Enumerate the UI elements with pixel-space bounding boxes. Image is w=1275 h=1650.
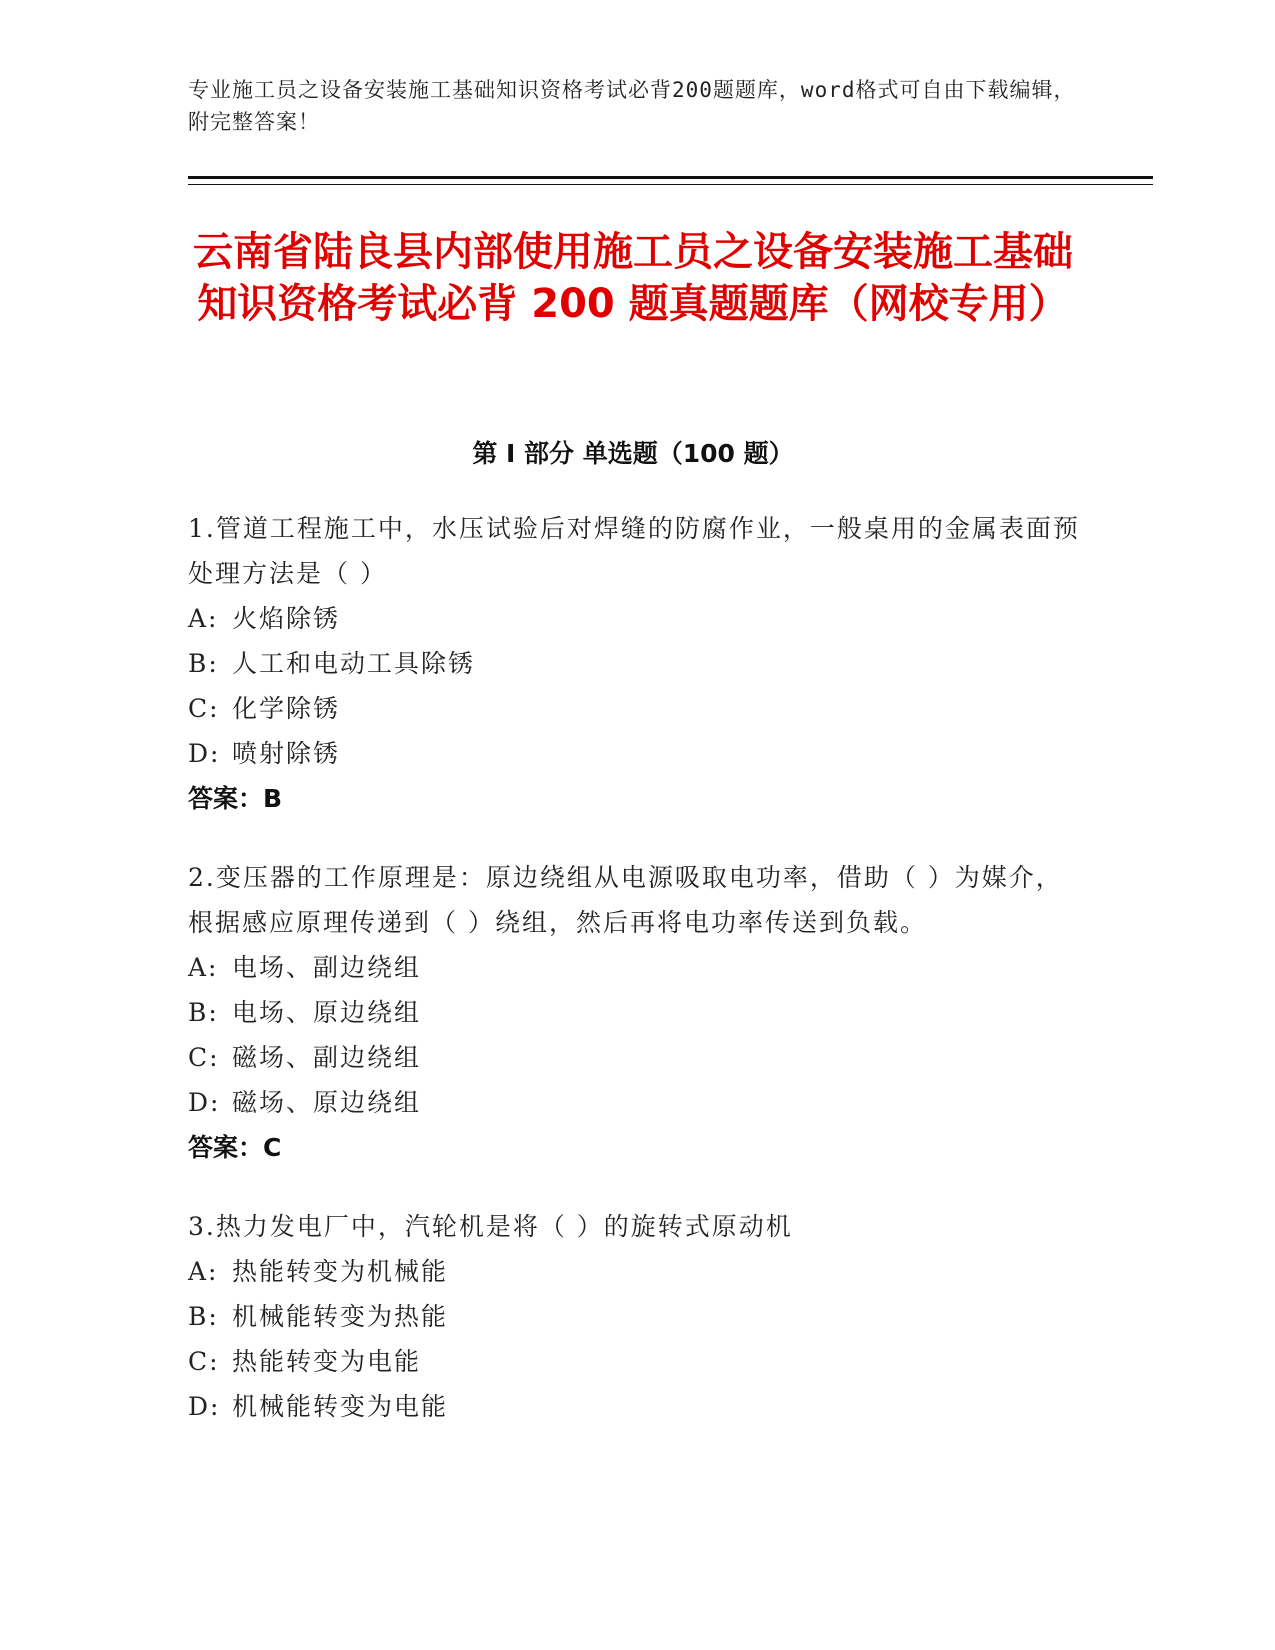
option-letter: C: xyxy=(188,1347,220,1376)
option-text: 电场、副边绕组 xyxy=(232,953,422,982)
question-block xyxy=(188,1204,1088,1429)
answer-line: 答案：C xyxy=(188,1133,282,1162)
option-b xyxy=(188,990,1088,1035)
section-heading: 第 I 部分 单选题（100 题） xyxy=(472,439,794,468)
option-letter: C: xyxy=(188,1043,220,1072)
option-text: 火焰除锈 xyxy=(232,604,341,633)
header-rule-thick xyxy=(188,176,1153,179)
option-d xyxy=(188,1384,1088,1429)
option-text: 人工和电动工具除锈 xyxy=(232,649,476,678)
option-c xyxy=(188,1339,1088,1384)
option-text: 机械能转变为热能 xyxy=(232,1302,449,1331)
option-text: 机械能转变为电能 xyxy=(232,1392,449,1421)
option-letter: B: xyxy=(188,998,219,1027)
option-letter: C: xyxy=(188,694,220,723)
question-block xyxy=(188,506,1088,821)
option-text: 磁场、原边绕组 xyxy=(232,1088,422,1117)
option-b xyxy=(188,1294,1088,1339)
question-stem: 1.管道工程施工中，水压试验后对焊缝的防腐作业，一般桌用的金属表面预处理方法是（ ） xyxy=(188,514,1080,588)
option-letter: A: xyxy=(188,604,219,633)
option-letter: D: xyxy=(188,739,221,768)
document-title: 云南省陆良县内部使用施工员之设备安装施工基础知识资格考试必背 200 题真题题库（网校专用） xyxy=(193,229,1073,327)
option-d xyxy=(188,731,1088,776)
option-letter: D: xyxy=(188,1392,221,1421)
option-text: 热能转变为机械能 xyxy=(232,1257,449,1286)
option-b xyxy=(188,641,1088,686)
option-c xyxy=(188,686,1088,731)
header-rule-thin xyxy=(188,184,1153,185)
question-stem: 2.变压器的工作原理是：原边绕组从电源吸取电功率，借助（ ）为媒介，根据感应原理传递到（ ）绕组，然后再将电功率传送到负载。 xyxy=(188,863,1063,937)
option-a xyxy=(188,945,1088,990)
option-text: 电场、原边绕组 xyxy=(232,998,422,1027)
option-a xyxy=(188,596,1088,641)
option-text: 喷射除锈 xyxy=(232,739,341,768)
option-letter: A: xyxy=(188,1257,219,1286)
option-text: 磁场、副边绕组 xyxy=(232,1043,422,1072)
option-c xyxy=(188,1035,1088,1080)
header-note: 专业施工员之设备安装施工基础知识资格考试必背200题题库，word格式可自由下载编辑，附完整答案！ xyxy=(188,78,1076,134)
option-d xyxy=(188,1080,1088,1125)
option-letter: A: xyxy=(188,953,219,982)
option-text: 热能转变为电能 xyxy=(232,1347,422,1376)
option-letter: B: xyxy=(188,649,219,678)
question-stem: 3.热力发电厂中，汽轮机是将（ ）的旋转式原动机 xyxy=(188,1212,793,1241)
option-letter: D: xyxy=(188,1088,221,1117)
option-text: 化学除锈 xyxy=(232,694,341,723)
option-letter: B: xyxy=(188,1302,219,1331)
answer-line: 答案：B xyxy=(188,784,283,813)
option-a xyxy=(188,1249,1088,1294)
question-block xyxy=(188,855,1088,1170)
